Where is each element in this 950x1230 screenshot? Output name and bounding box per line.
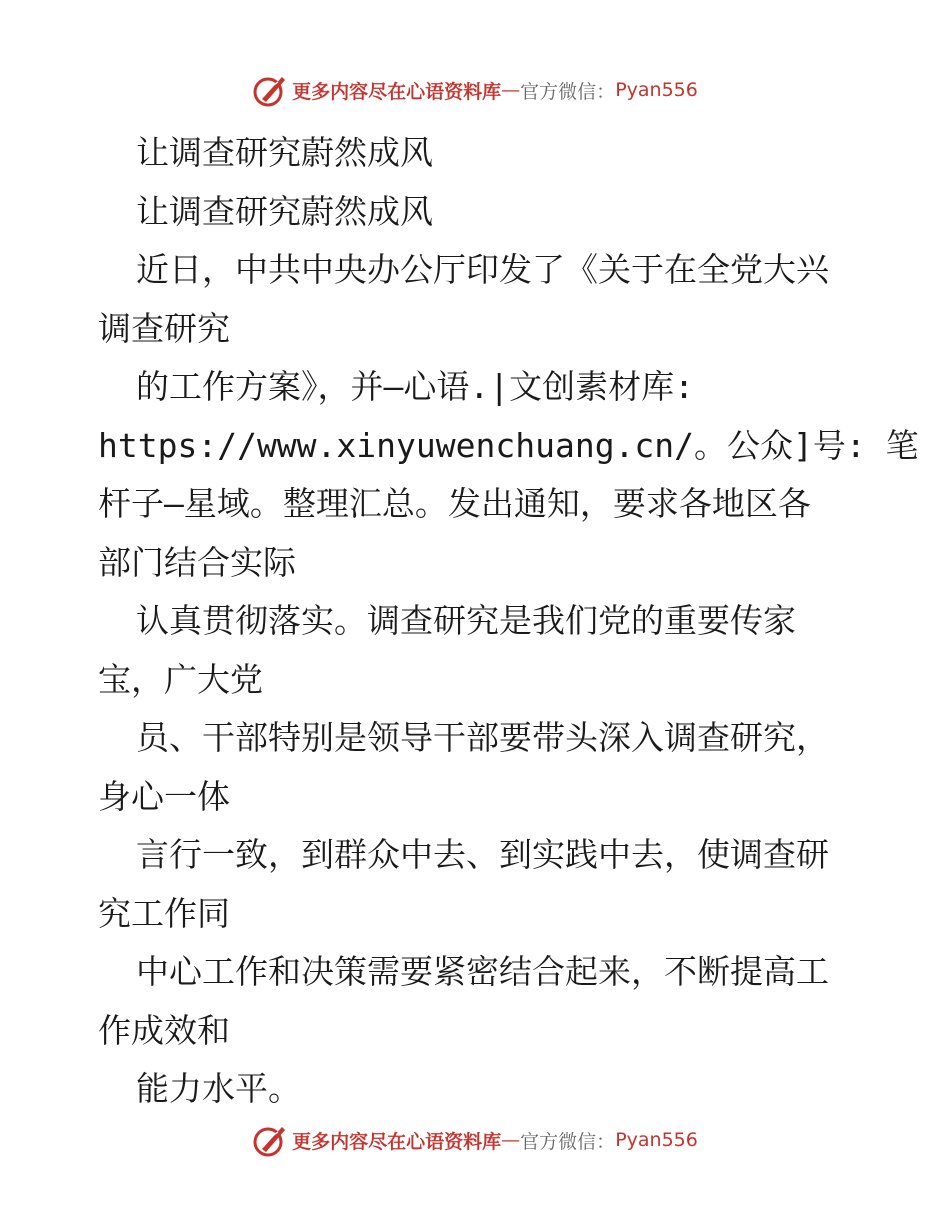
header-banner: [0, 70, 950, 110]
paragraph-line: https://www.xinyuwenchuang.cn/。公众]号: 笔: [98, 425, 919, 465]
paragraph-line: 身心一体: [98, 776, 230, 816]
paragraph-line: 宝，广大党: [98, 659, 263, 699]
footer-dash: —: [501, 1129, 521, 1151]
header-wechat-label: 官方微信：: [520, 80, 616, 103]
paragraph-line: 部门结合实际: [98, 542, 296, 582]
quill-logo-icon: [252, 72, 288, 108]
footer-site-text: 更多内容尽在心语资料库: [292, 1130, 502, 1153]
paragraph-line: 言行一致，到群众中去、到实践中去，使调查研: [136, 835, 829, 874]
header-wechat-id: Pyan556: [615, 79, 698, 101]
footer-wechat-id: Pyan556: [615, 1129, 698, 1151]
document-body: [98, 124, 919, 1119]
paragraph-line: 认真贯彻落实。调查研究是我们党的重要传家: [136, 601, 796, 640]
paragraph-line: 的工作方案》，并—心语.|文创素材库:: [136, 367, 694, 406]
header-site-text: 更多内容尽在心语资料库: [292, 80, 502, 103]
doc-title: 让调查研究蔚然成风: [136, 133, 433, 172]
quill-logo-icon: [252, 1122, 288, 1158]
header-dash: —: [501, 79, 521, 101]
footer-banner: [0, 1120, 950, 1160]
paragraph-line: 究工作同: [98, 893, 230, 933]
doc-title-repeat: 让调查研究蔚然成风: [136, 191, 433, 231]
paragraph-line: 能力水平。: [136, 1069, 301, 1108]
paragraph-line: 员、干部特别是领导干部要带头深入调查研究，: [136, 718, 829, 757]
paragraph-line: 作成效和: [98, 1010, 230, 1050]
paragraph-line: 中心工作和决策需要紧密结合起来，不断提高工: [136, 952, 829, 991]
footer-wechat-label: 官方微信：: [520, 1130, 616, 1153]
paragraph-line: 杆子—星域。整理汇总。发出通知，要求各地区各: [98, 484, 811, 523]
paragraph-line: 近日，中共中央办公厅印发了《关于在全党大兴: [136, 250, 829, 289]
paragraph-line: 调查研究: [98, 308, 230, 348]
